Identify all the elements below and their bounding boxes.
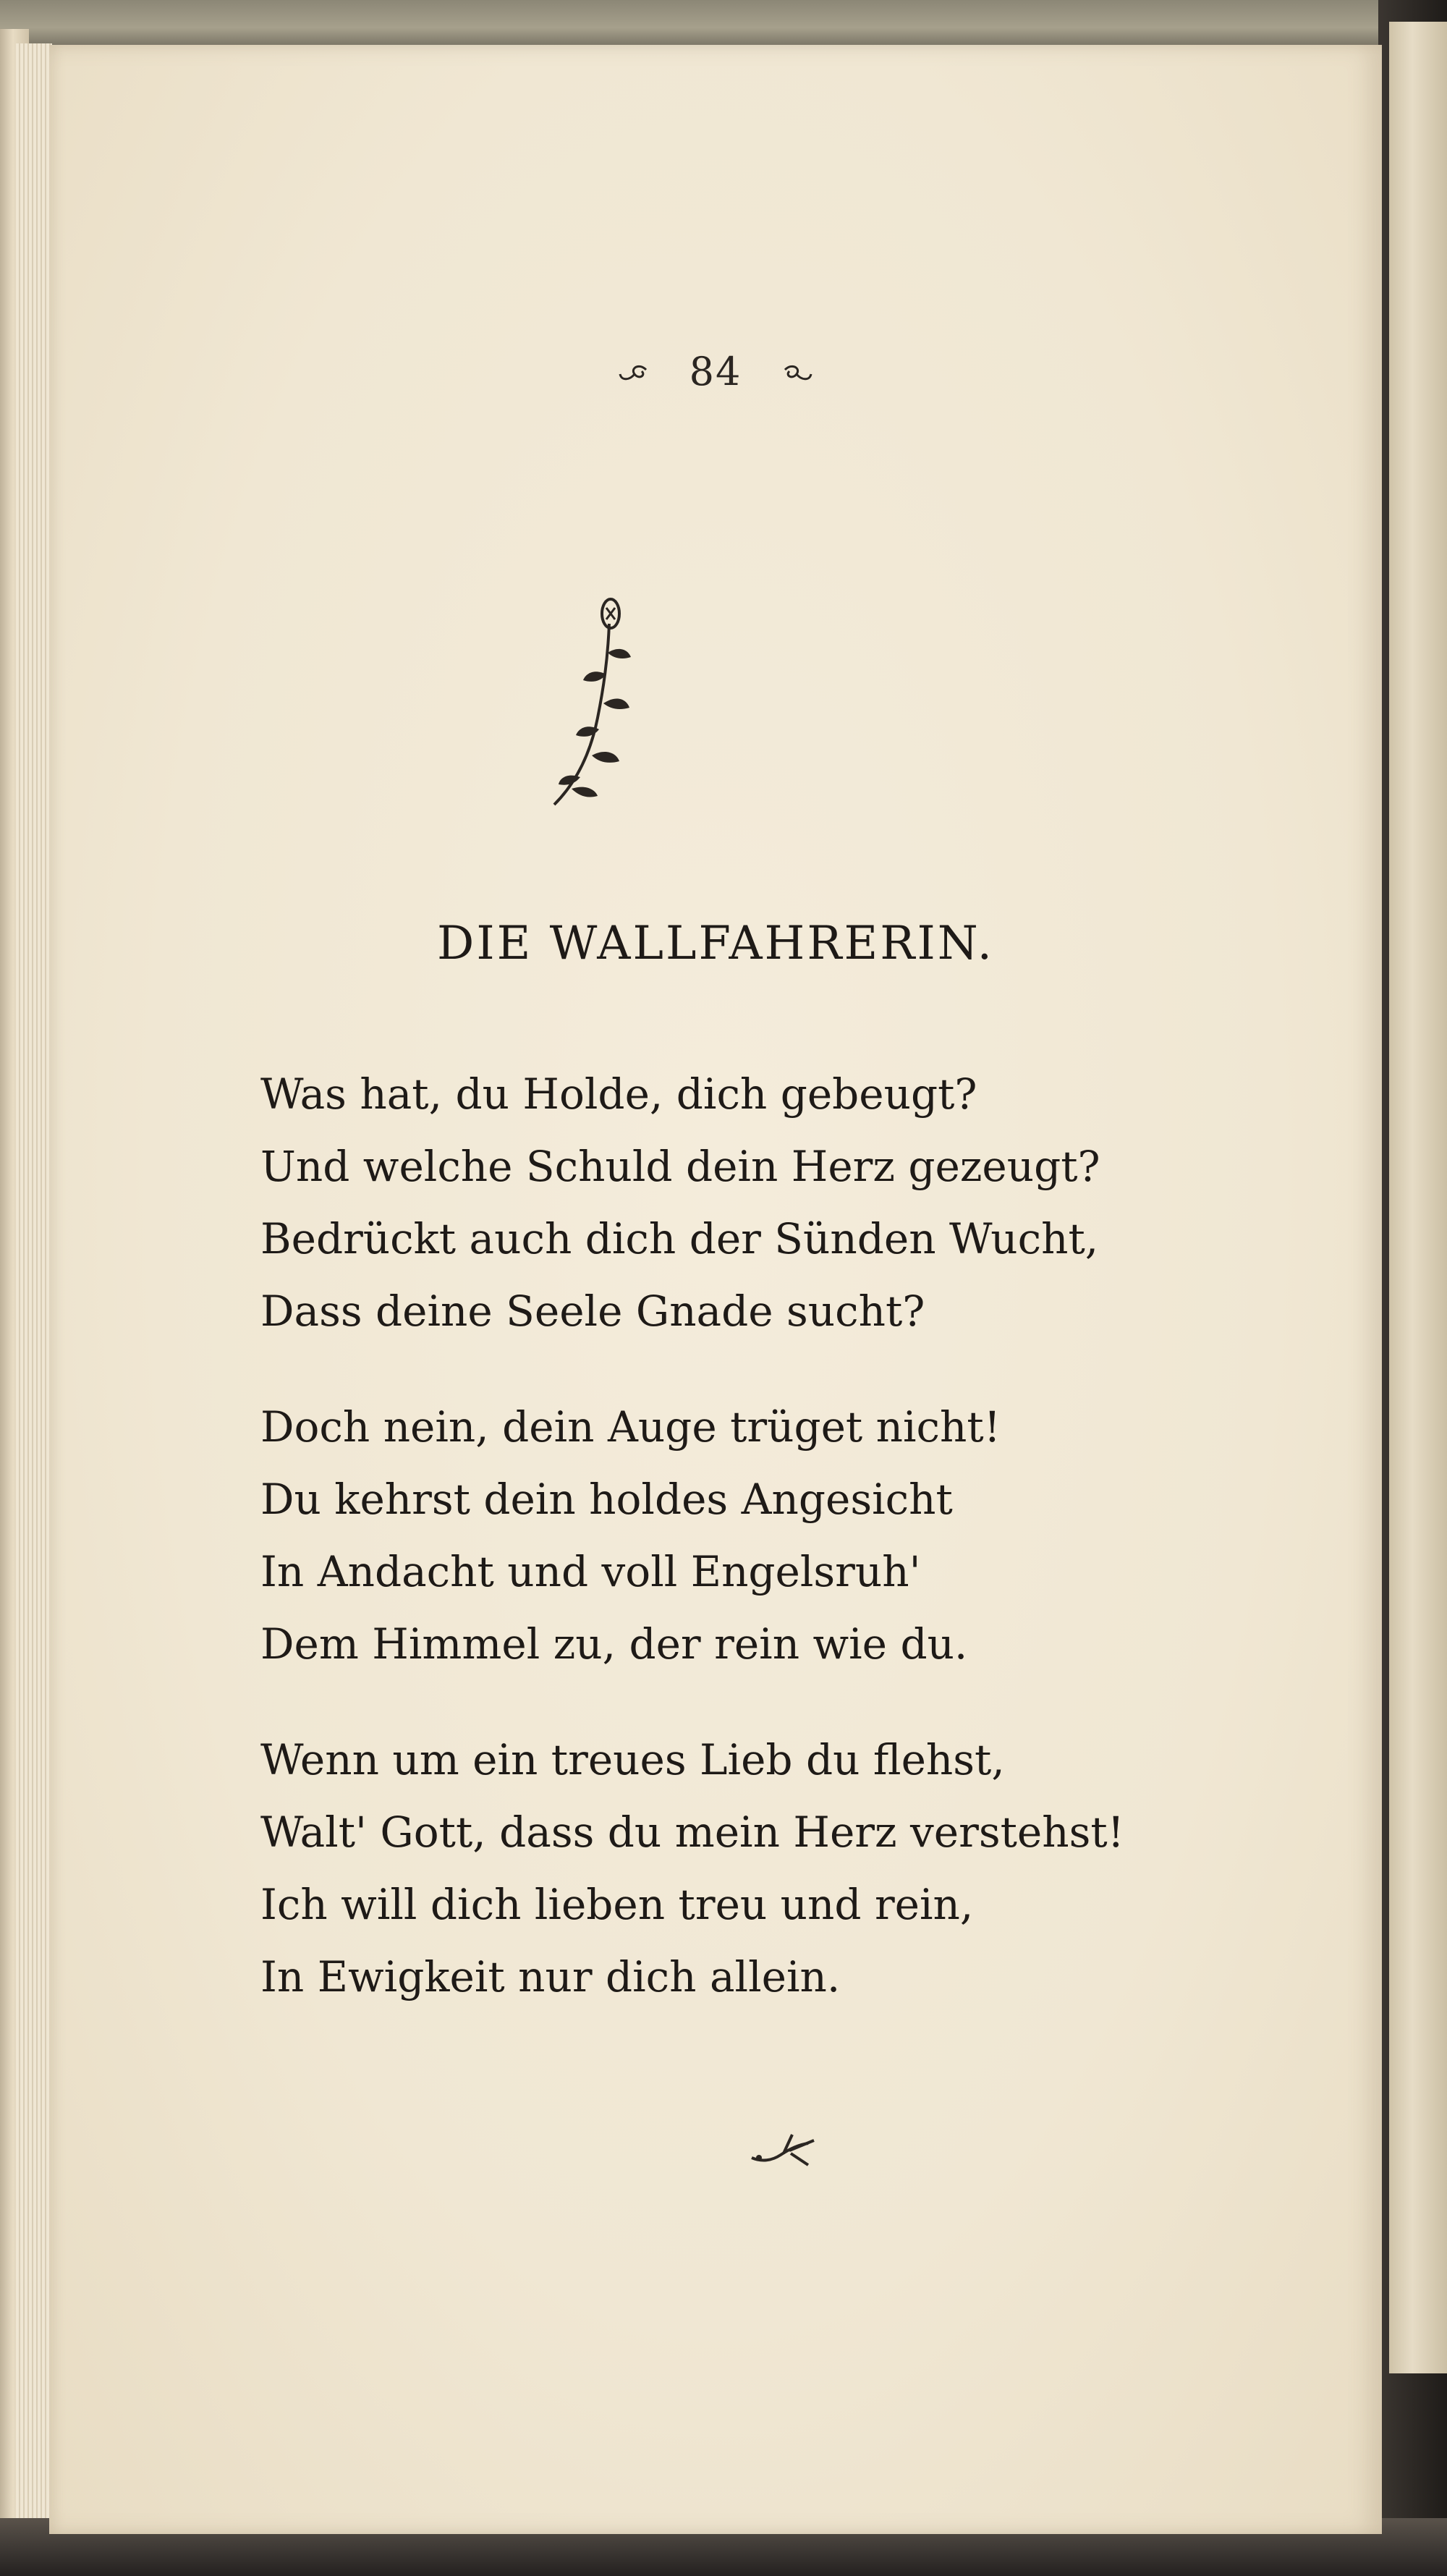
book-page [49,45,1382,2534]
poem-line: Doch nein, dein Auge trüget nicht! [260,1402,1001,1452]
poem-line: Du kehrst dein holdes Angesicht [260,1475,953,1524]
poem-line: Dem Himmel zu, der rein wie du. [260,1619,968,1669]
sprig-icon [547,595,641,812]
page-number: 84 [689,349,742,394]
poem-line: Ich will dich lieben treu und rein, [260,1880,974,1929]
poem-line: Und welche Schuld dein Herz gezeugt? [260,1142,1100,1191]
next-leaf-edge [1389,22,1447,2373]
page-edges-left [16,43,52,2518]
poem-body [260,1058,1124,2056]
stanza [260,1058,1124,1347]
ornament-right-icon [781,358,814,391]
poem-line: Walt' Gott, dass du mein Herz verstehst! [260,1808,1124,1857]
stanza [260,1724,1124,2013]
ornament-left-icon [617,358,650,391]
poem-line: Wenn um ein treues Lieb du flehst, [260,1735,1005,1784]
page-number-line [49,349,1382,394]
poem-line: In Ewigkeit nur dich allein. [260,1952,841,2001]
poem-line: Dass deine Seele Gnade sucht? [260,1287,925,1336]
stanza [260,1391,1124,1680]
poem-title: DIE WALLFAHRERIN. [437,917,994,970]
poem-line: In Andacht und voll Engelsruh' [260,1547,921,1596]
poem-line: Was hat, du Holde, dich gebeugt? [260,1069,977,1119]
flourish-icon [747,2129,827,2172]
poem-line: Bedrückt auch dich der Sünden Wucht, [260,1214,1099,1263]
book-cover-top-edge [0,0,1447,51]
